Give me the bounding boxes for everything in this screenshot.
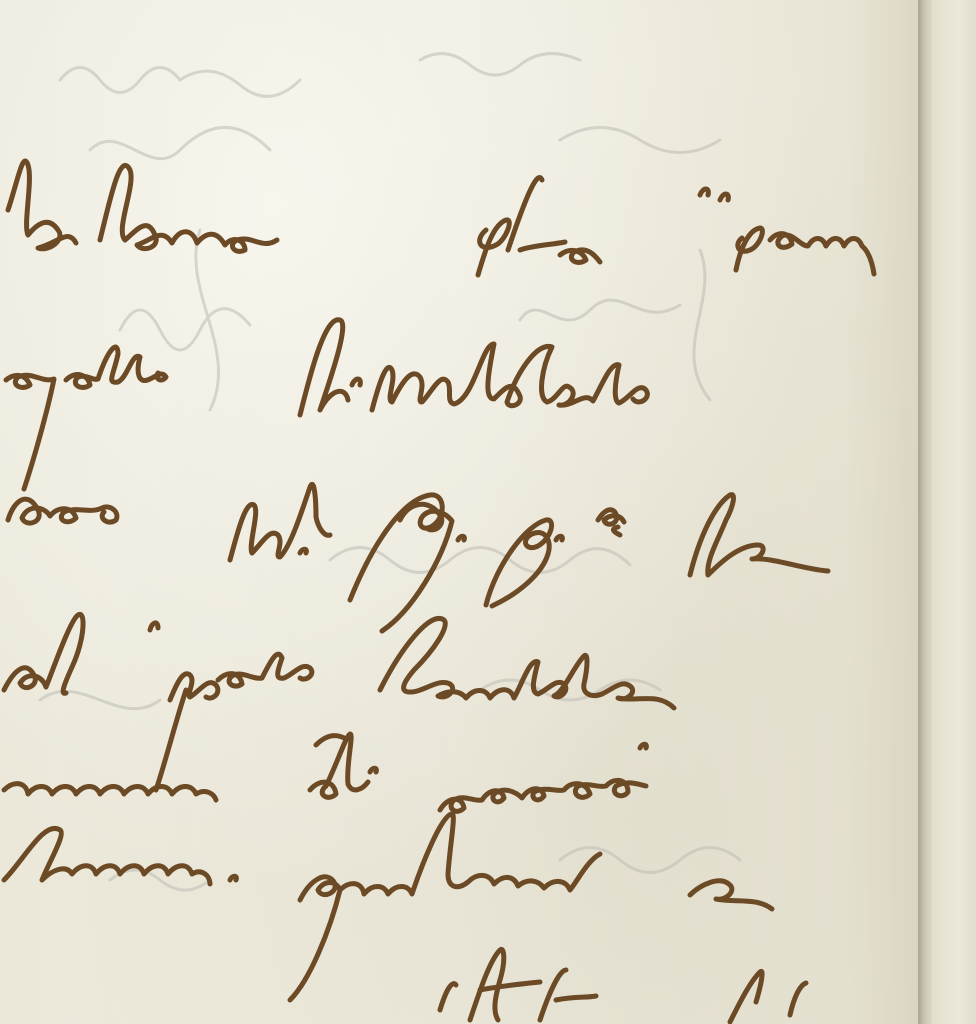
ink-line-2 (6, 320, 647, 489)
ink-line-7 (440, 949, 806, 1022)
ink-line-3 (8, 484, 828, 631)
binding-gutter-shadow (918, 0, 932, 1024)
ink-line-5 (4, 734, 646, 811)
adjacent-page-edge (932, 0, 976, 1024)
ink-line-4 (4, 614, 674, 790)
ink-line-1 (8, 161, 874, 275)
ink-line-6 (4, 814, 772, 1000)
